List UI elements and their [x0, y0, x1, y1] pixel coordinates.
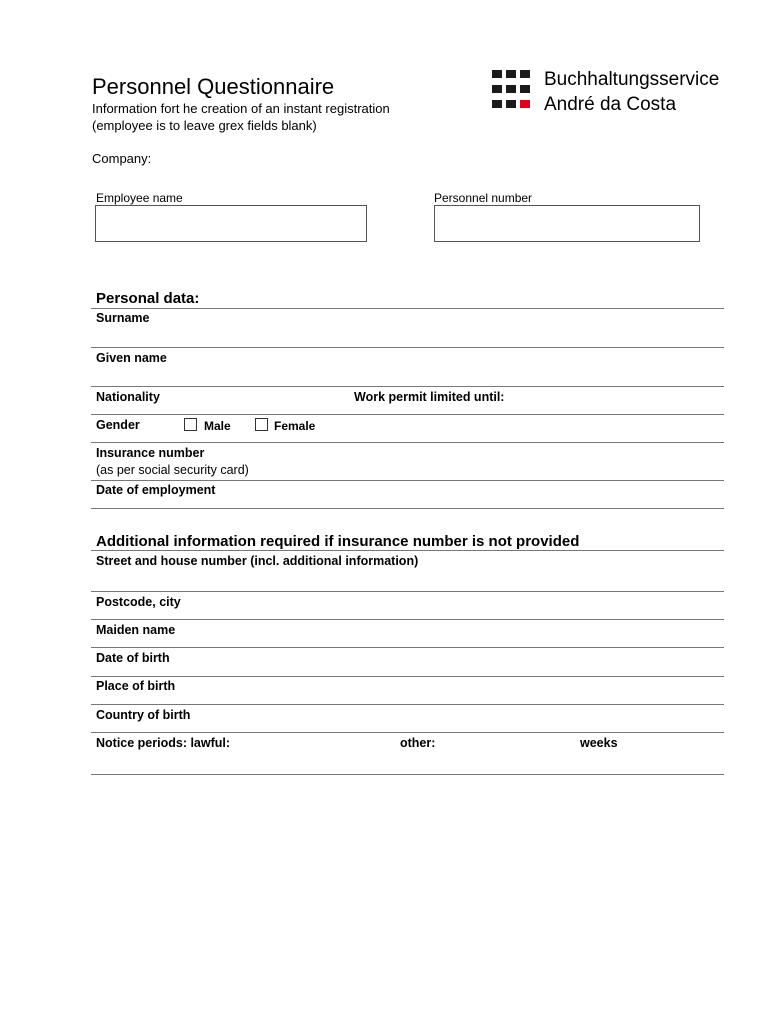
- date-of-employment-label: Date of employment: [96, 483, 216, 497]
- logo-text-line-2: André da Costa: [544, 94, 677, 115]
- employee-name-label: Employee name: [96, 191, 183, 205]
- page-title: Personnel Questionnaire: [92, 74, 335, 99]
- gender-label: Gender: [96, 418, 140, 432]
- subtitle-line-2: (employee is to leave grex fields blank): [92, 118, 317, 133]
- divider: [91, 347, 724, 348]
- divider: [91, 308, 724, 309]
- nationality-label: Nationality: [96, 390, 160, 404]
- divider: [91, 647, 724, 648]
- given-name-label: Given name: [96, 351, 167, 365]
- male-label: Male: [204, 419, 231, 433]
- divider: [91, 774, 724, 775]
- divider: [91, 386, 724, 387]
- notice-weeks-label: weeks: [580, 736, 618, 750]
- additional-info-heading: Additional information required if insurance number is not provided: [96, 533, 580, 550]
- postcode-city-label: Postcode, city: [96, 595, 181, 609]
- insurance-number-note: (as per social security card): [96, 463, 249, 477]
- street-label: Street and house number (incl. additional information): [96, 554, 419, 568]
- divider: [91, 414, 724, 415]
- divider: [91, 591, 724, 592]
- personnel-number-label: Personnel number: [434, 191, 533, 205]
- work-permit-label: Work permit limited until:: [354, 390, 505, 404]
- employee-name-field[interactable]: [95, 205, 367, 242]
- notice-other-label: other:: [400, 736, 436, 750]
- divider: [91, 550, 724, 551]
- divider: [91, 442, 724, 443]
- male-checkbox[interactable]: [184, 418, 197, 431]
- date-of-birth-label: Date of birth: [96, 651, 170, 665]
- company-label: Company:: [92, 151, 152, 166]
- female-checkbox[interactable]: [255, 418, 268, 431]
- divider: [91, 732, 724, 733]
- female-label: Female: [274, 419, 316, 433]
- personnel-number-field[interactable]: [434, 205, 700, 242]
- divider: [91, 508, 724, 509]
- notice-periods-lawful-label: Notice periods: lawful:: [96, 736, 231, 750]
- divider: [91, 704, 724, 705]
- personal-data-heading: Personal data:: [96, 290, 200, 307]
- logo-text-line-1: Buchhaltungsservice: [544, 69, 720, 90]
- insurance-number-label: Insurance number: [96, 446, 205, 460]
- country-of-birth-label: Country of birth: [96, 708, 191, 722]
- subtitle-line-1: Information fort he creation of an instant registration: [92, 101, 390, 116]
- divider: [91, 480, 724, 481]
- divider: [91, 619, 724, 620]
- divider: [91, 676, 724, 677]
- maiden-name-label: Maiden name: [96, 623, 176, 637]
- place-of-birth-label: Place of birth: [96, 679, 176, 693]
- company-logo-icon: [492, 70, 538, 110]
- surname-label: Surname: [96, 311, 150, 325]
